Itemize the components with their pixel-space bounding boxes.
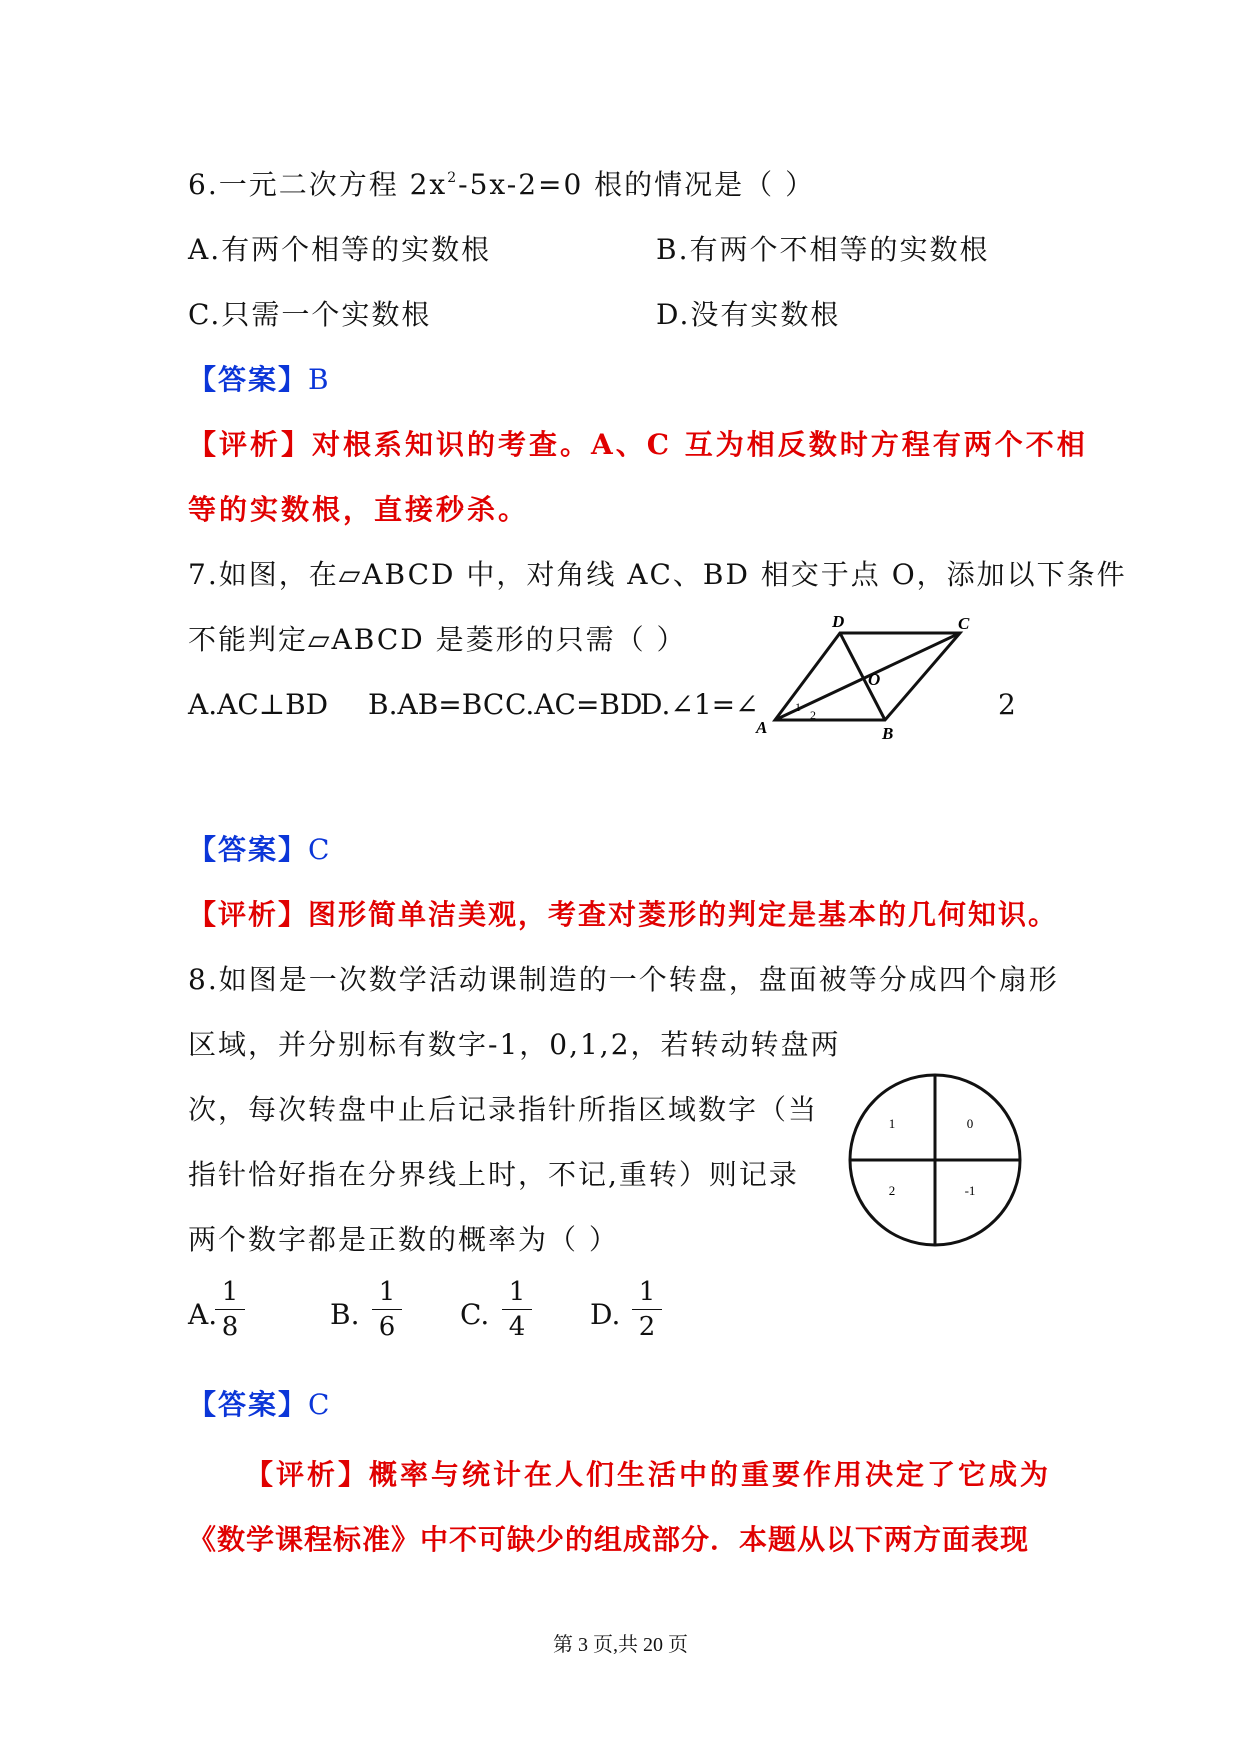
q8-option-b-fraction: 1 6 [372, 1277, 402, 1342]
label-b: B [882, 724, 894, 743]
parallelogram-figure [750, 605, 990, 745]
q8-stem-line5: 两个数字都是正数的概率为（ ） [188, 1223, 619, 1256]
q8-option-c-label: C. [460, 1298, 490, 1331]
sector-bottom-right: -1 [964, 1183, 976, 1198]
q8-option-b-label: B. [330, 1298, 360, 1331]
q8-stem-line2: 区域，并分别标有数字-1，0,1,2，若转动转盘两 [188, 1028, 841, 1061]
q8-stem-line4: 指针恰好指在分界线上时，不记,重转）则记录 [188, 1158, 799, 1191]
sector-bottom-left: 2 [888, 1183, 896, 1198]
q6-option-d: D.没有实数根 [656, 298, 841, 331]
q8-analysis-line2: 《数学课程标准》中不可缺少的组成部分．本题从以下两方面表现 [188, 1523, 1030, 1556]
page-footer: 第 3 页,共 20 页 [553, 1634, 688, 1656]
q7-option-b: B.AB=BC [368, 688, 505, 721]
q7-stem-line2: 不能判定▱ABCD 是菱形的只需（ ） [188, 623, 687, 656]
q7-option-d: D.∠1=∠ [640, 688, 759, 721]
q7-analysis: 【评析】图形简单洁美观，考查对菱形的判定是基本的几何知识。 [188, 898, 1059, 931]
q6-analysis-line1: 【评析】对根系知识的考查。A、C 互为相反数时方程有两个不相 [188, 428, 1088, 461]
q7-option-c: C.AC=BD [505, 688, 643, 721]
q8-option-d-label: D. [590, 1298, 621, 1331]
q6-answer: 【答案】B [188, 363, 331, 396]
q6-option-c: C.只需一个实数根 [188, 298, 432, 331]
q8-option-a-label: A. [188, 1298, 218, 1331]
label-o: O [868, 670, 881, 689]
q8-option-c-fraction: 1 4 [502, 1277, 532, 1342]
q7-option-d-tail: 2 [998, 688, 1016, 721]
q7-option-a: A.AC⊥BD [188, 688, 329, 721]
q8-analysis-line1: 【评析】概率与统计在人们生活中的重要作用决定了它成为 [245, 1458, 1052, 1491]
q8-option-a-fraction: 1 8 [215, 1277, 245, 1342]
sector-top-right: 0 [966, 1116, 974, 1131]
q7-answer: 【答案】C [188, 833, 332, 866]
label-d: D [832, 612, 845, 631]
q8-stem-line3: 次，每次转盘中止后记录指针所指区域数字（当 [188, 1093, 819, 1126]
label-a: A [756, 718, 768, 737]
spinner-figure [845, 1070, 1025, 1250]
q8-answer: 【答案】C [188, 1388, 332, 1421]
q6-option-a: A.有两个相等的实数根 [188, 233, 492, 266]
sector-top-left: 1 [888, 1116, 896, 1131]
q6-analysis-line2: 等的实数根，直接秒杀。 [188, 493, 530, 526]
q8-stem-line1: 8.如图是一次数学活动课制造的一个转盘，盘面被等分成四个扇形 [188, 963, 1059, 996]
q8-option-d-fraction: 1 2 [632, 1277, 662, 1342]
q6-option-b: B.有两个不相等的实数根 [656, 233, 990, 266]
q7-stem-line1: 7.如图，在▱ABCD 中，对角线 AC、BD 相交于点 O，添加以下条件 [188, 558, 1127, 591]
angle-2-label: 2 [810, 708, 816, 722]
label-c: C [958, 614, 970, 633]
angle-1-label: 1 [795, 700, 801, 714]
q6-stem: 6.一元二次方程 $2x^2-5x-2=0$ 根的情况是（ ） [188, 168, 816, 201]
